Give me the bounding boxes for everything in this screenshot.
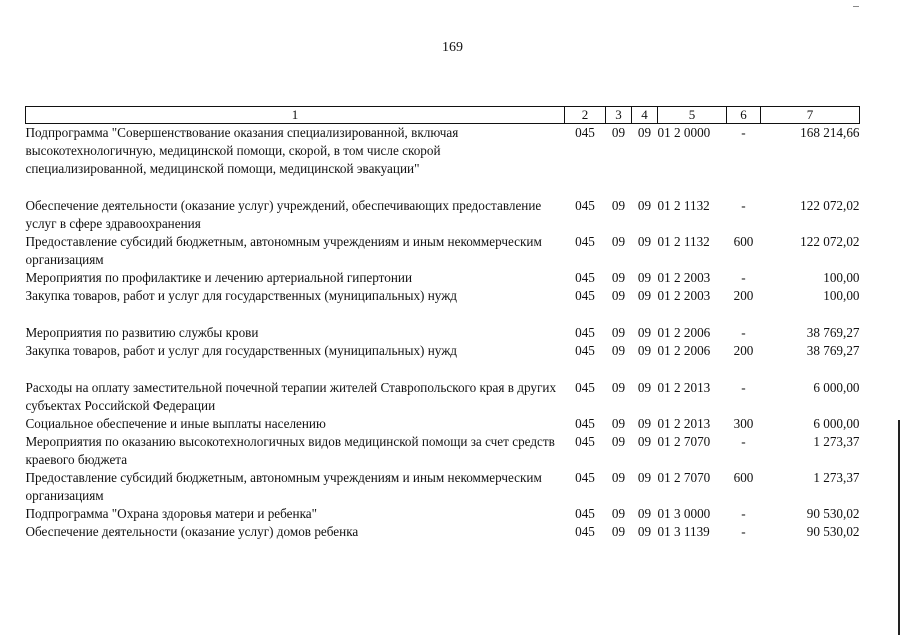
column-header-5: 5 [658,107,727,124]
row-code-ministry: 045 [575,288,595,303]
table-row [26,324,860,342]
row-code-subsection: 09 [637,470,652,485]
row-amount: 90 530,02 [806,506,860,521]
scan-edge-line [898,420,900,635]
column-header-4: 4 [632,107,658,124]
row-expense-type: - [741,524,746,539]
row-expense-type: 200 [733,288,754,303]
row-code-subsection: 09 [637,434,652,449]
table-row [26,124,860,198]
row-code-section: 09 [611,434,626,449]
row-target-article: 01 2 1132 [657,198,710,213]
row-code-section: 09 [611,416,626,431]
row-amount: 168 214,66 [800,125,860,140]
row-expense-type: - [741,434,746,449]
row-code-ministry: 045 [575,470,595,485]
row-code-ministry: 045 [575,380,595,395]
row-amount: 1 273,37 [813,434,860,449]
table-row [26,342,860,379]
row-code-section: 09 [611,470,626,485]
budget-table [25,106,860,541]
row-name: Подпрограмма "Совершенствование оказания специализированной, включая высокотехнологичную, медицинской помощи, скорой, в том числе скорой специализированной, медицинской помощи, медицинской эвакуации" [25,125,459,176]
row-code-subsection: 09 [637,524,652,539]
row-target-article: 01 2 2013 [657,380,711,395]
row-target-article: 01 2 2003 [657,288,711,303]
row-target-article: 01 2 2006 [657,343,711,358]
row-expense-type: - [741,325,746,340]
row-code-ministry: 045 [575,524,595,539]
header-row [26,107,860,124]
row-name: Мероприятия по развитию службы крови [25,325,259,340]
row-code-section: 09 [611,125,626,140]
row-target-article: 01 3 0000 [657,506,711,521]
row-amount: 122 072,02 [800,198,860,213]
table-row [26,523,860,541]
row-amount: 100,00 [823,270,860,285]
row-code-subsection: 09 [637,343,652,358]
row-expense-type: 300 [733,416,754,431]
column-header-7: 7 [761,107,860,124]
row-amount: 100,00 [823,288,860,303]
row-code-ministry: 045 [575,234,595,249]
row-code-section: 09 [611,270,626,285]
table-row [26,379,860,415]
row-code-ministry: 045 [575,125,595,140]
table-row [26,469,860,505]
row-code-subsection: 09 [637,506,652,521]
row-name: Мероприятия по оказанию высокотехнологичных видов медицинской помощи за счет средств краевого бюджета [25,434,555,467]
row-name: Закупка товаров, работ и услуг для государственных (муниципальных) нужд [25,343,458,358]
row-code-subsection: 09 [637,380,652,395]
table-row [26,415,860,433]
table-row [26,233,860,269]
row-expense-type: - [741,270,746,285]
row-code-subsection: 09 [637,288,652,303]
row-code-subsection: 09 [637,416,652,431]
column-header-1: 1 [26,107,565,124]
row-code-ministry: 045 [575,434,595,449]
row-name: Обеспечение деятельности (оказание услуг) домов ребенка [25,524,359,539]
row-code-subsection: 09 [637,270,652,285]
row-code-section: 09 [611,524,626,539]
row-expense-type: 600 [733,470,754,485]
row-code-section: 09 [611,234,626,249]
scan-mark [853,6,859,7]
row-expense-type: - [741,125,746,140]
row-target-article: 01 2 7070 [657,470,711,485]
table-row [26,269,860,287]
row-code-ministry: 045 [575,416,595,431]
row-code-subsection: 09 [637,325,652,340]
row-code-ministry: 045 [575,198,595,213]
row-name: Социальное обеспечение и иные выплаты населению [25,416,326,431]
row-expense-type: - [741,506,746,521]
row-code-ministry: 045 [575,325,595,340]
row-amount: 6 000,00 [813,416,860,431]
page-number: 169 [442,40,463,55]
row-code-ministry: 045 [575,270,595,285]
row-name: Предоставление субсидий бюджетным, автономным учреждениям и иным некоммерческим организациям [25,234,542,267]
row-code-section: 09 [611,198,626,213]
row-name: Подпрограмма "Охрана здоровья матери и ребенка" [25,506,318,521]
row-amount: 90 530,02 [806,524,860,539]
column-header-6: 6 [727,107,761,124]
row-name: Закупка товаров, работ и услуг для государственных (муниципальных) нужд [25,288,458,303]
row-name: Предоставление субсидий бюджетным, автономным учреждениям и иным некоммерческим организациям [25,470,542,503]
row-target-article: 01 2 2006 [657,325,711,340]
row-target-article: 01 2 0000 [657,125,711,140]
row-amount: 1 273,37 [813,470,860,485]
row-code-section: 09 [611,343,626,358]
row-amount: 6 000,00 [813,380,860,395]
row-amount: 38 769,27 [806,343,860,358]
table-row [26,505,860,523]
row-amount: 122 072,02 [800,234,860,249]
row-expense-type: - [741,380,746,395]
row-expense-type: 200 [733,343,754,358]
row-target-article: 01 2 2003 [657,270,711,285]
row-code-section: 09 [611,506,626,521]
row-code-subsection: 09 [637,198,652,213]
row-name: Расходы на оплату заместительной почечной терапии жителей Ставропольского края в других субъектах Российской Федерации [25,380,557,413]
table-row [26,287,860,324]
row-target-article: 01 3 1139 [657,524,710,539]
table-row [26,197,860,233]
row-code-ministry: 045 [575,506,595,521]
column-header-3: 3 [606,107,632,124]
row-code-subsection: 09 [637,125,652,140]
row-code-ministry: 045 [575,343,595,358]
row-amount: 38 769,27 [806,325,860,340]
row-name: Обеспечение деятельности (оказание услуг) учреждений, обеспечивающих предоставление услуг в сфере здравоохранения [25,198,542,231]
row-target-article: 01 2 2013 [657,416,711,431]
row-target-article: 01 2 1132 [657,234,710,249]
row-code-subsection: 09 [637,234,652,249]
row-expense-type: - [741,198,746,213]
row-expense-type: 600 [733,234,754,249]
row-target-article: 01 2 7070 [657,434,711,449]
row-code-section: 09 [611,325,626,340]
row-code-section: 09 [611,380,626,395]
row-code-section: 09 [611,288,626,303]
column-header-2: 2 [565,107,606,124]
table-row [26,433,860,469]
row-name: Мероприятия по профилактике и лечению артериальной гипертонии [25,270,413,285]
